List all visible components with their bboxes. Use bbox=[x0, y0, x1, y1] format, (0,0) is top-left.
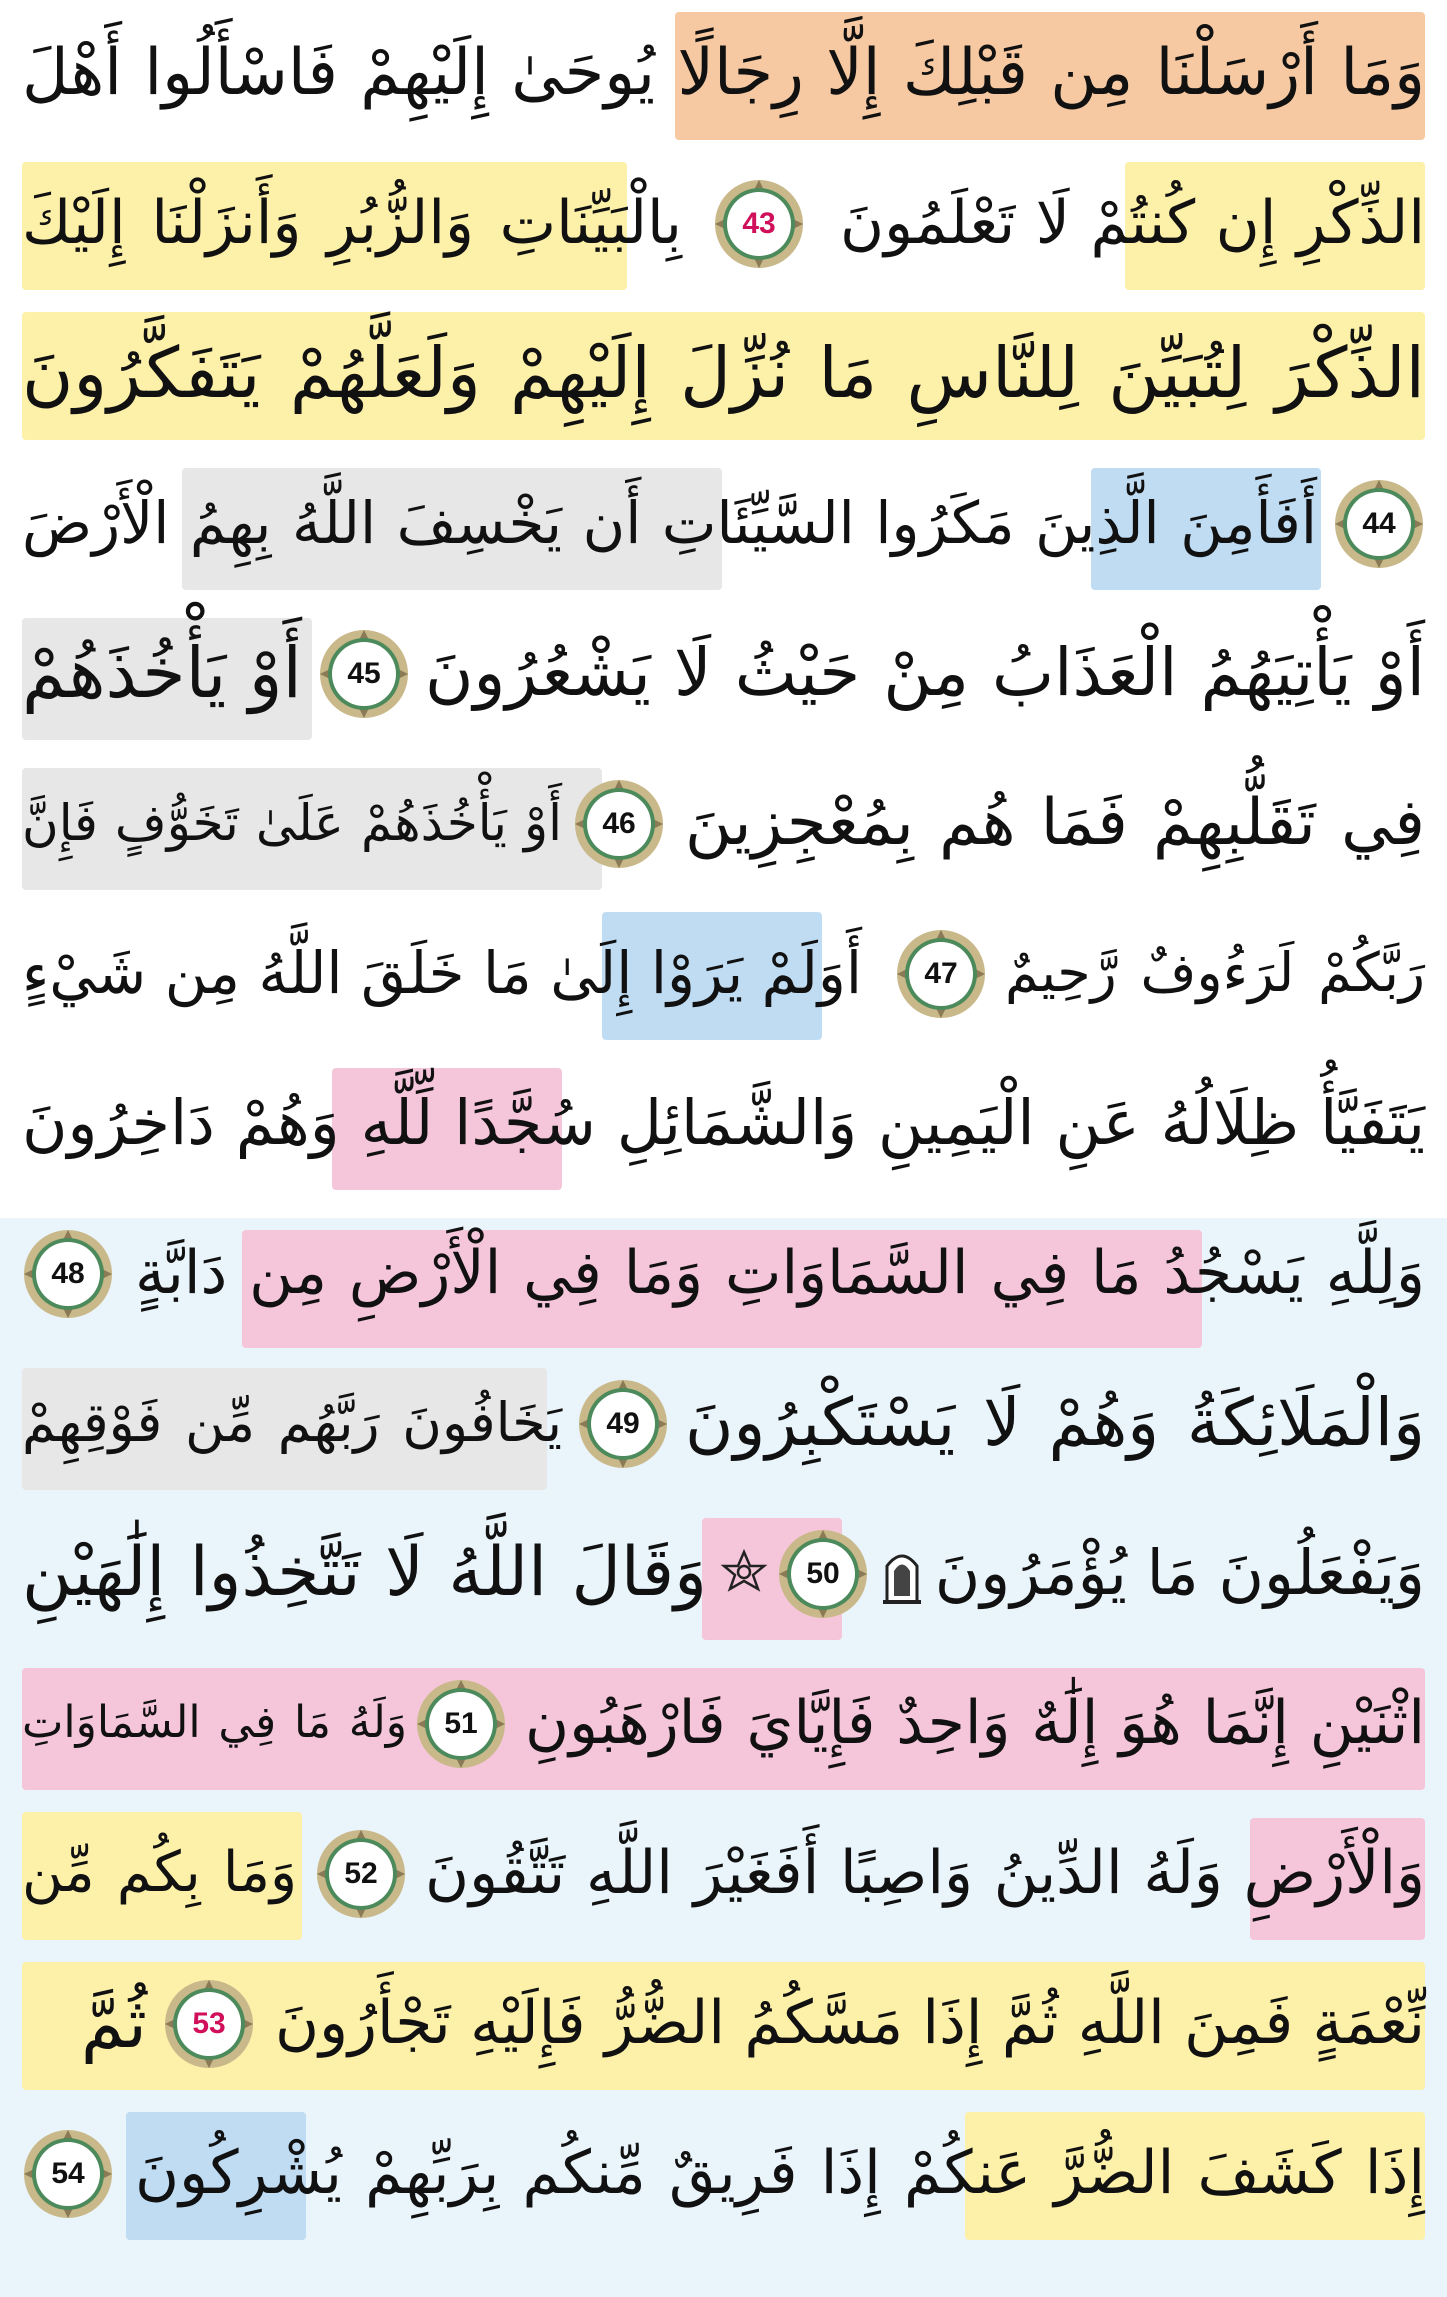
verse-text: وَمَا بِكُم مِّن bbox=[22, 1840, 297, 1905]
verse-text: ثُمَّ bbox=[80, 1982, 147, 2064]
ayah-number: 47 bbox=[924, 957, 958, 990]
ayah-number: 45 bbox=[347, 657, 381, 690]
ayah-number: 53 bbox=[192, 2007, 226, 2040]
ayah-marker-49 bbox=[577, 1378, 669, 1470]
verse-text: الذِّكْرِ إِن كُنتُمْ لَا تَعْلَمُونَ bbox=[840, 188, 1425, 258]
verse-text: وَالْأَرْضِ وَلَهُ الدِّينُ وَاصِبًا أَفَغَيْرَ اللَّهِ تَتَّقُونَ bbox=[425, 1838, 1425, 1908]
verse-text: أَوْ يَأْخُذَهُمْ عَلَىٰ تَخَوُّفٍ فَإِنَّ bbox=[22, 794, 562, 852]
verse-text: نِّعْمَةٍ فَمِنَ اللَّهِ ثُمَّ إِذَا مَسَّكُمُ الضُّرُّ فَإِلَيْهِ تَجْأَرُونَ bbox=[275, 1988, 1425, 2058]
quran-line bbox=[22, 0, 1425, 150]
verse-text: وَيَفْعَلُونَ مَا يُؤْمَرُونَ bbox=[934, 1536, 1425, 1609]
quran-line bbox=[22, 1200, 1425, 1350]
sajdah-icon bbox=[877, 1544, 927, 1604]
verse-text: إِذَا كَشَفَ الضُّرَّ عَنكُمْ إِذَا فَرِيقٌ مِّنكُم بِرَبِّهِمْ يُشْرِكُونَ bbox=[135, 2138, 1425, 2208]
ayah-marker-45 bbox=[318, 628, 410, 720]
ayah-number: 52 bbox=[344, 1857, 378, 1890]
ayah-number: 48 bbox=[51, 1257, 85, 1290]
verse-text: وَقَالَ اللَّهُ لَا تَتَّخِذُوا إِلَٰهَيْنِ bbox=[22, 1533, 707, 1612]
verse-text: أَوْ يَأْخُذَهُمْ bbox=[22, 632, 302, 714]
verse-text: وَلِلَّهِ يَسْجُدُ مَا فِي السَّمَاوَاتِ وَمَا فِي الْأَرْضِ مِن دَابَّةٍ bbox=[135, 1238, 1425, 1308]
ayah-marker-43 bbox=[713, 178, 805, 270]
quran-line bbox=[22, 1500, 1425, 1650]
verse-text: رَبَّكُمْ لَرَءُوفٌ رَّحِيمٌ bbox=[1005, 941, 1425, 1004]
verse-text: وَلَهُ مَا فِي السَّمَاوَاتِ bbox=[22, 1697, 407, 1748]
ayah-number: 51 bbox=[444, 1707, 478, 1740]
rub-el-hizb-icon bbox=[719, 1544, 769, 1604]
verse-text: وَالْمَلَائِكَةُ وَهُمْ لَا يَسْتَكْبِرُونَ bbox=[685, 1384, 1425, 1461]
quran-line bbox=[22, 300, 1425, 450]
ayah-marker-47 bbox=[895, 928, 987, 1020]
verse-text: يَخَافُونَ رَبَّهُم مِّن فَوْقِهِمْ bbox=[22, 1391, 562, 1454]
quran-line bbox=[22, 450, 1425, 600]
ayah-marker-52 bbox=[315, 1828, 407, 1920]
verse-text: يَتَفَيَّأُ ظِلَالُهُ عَنِ الْيَمِينِ وَالشَّمَائِلِ سُجَّدًا لِّلَّهِ وَهُمْ دَاخِرُونَ bbox=[22, 1086, 1425, 1159]
quran-line bbox=[22, 1950, 1425, 2100]
quran-line bbox=[22, 1350, 1425, 1500]
ayah-number: 50 bbox=[806, 1557, 840, 1590]
quran-line bbox=[22, 150, 1425, 300]
ayah-marker-54 bbox=[22, 2128, 114, 2220]
ayah-marker-51 bbox=[415, 1678, 507, 1770]
ayah-number: 54 bbox=[51, 2157, 85, 2190]
ayah-marker-53 bbox=[163, 1978, 255, 2070]
ayah-marker-48 bbox=[22, 1228, 114, 1320]
verse-text: بِالْبَيِّنَاتِ وَالزُّبُرِ وَأَنزَلْنَا إِلَيْكَ bbox=[22, 188, 682, 258]
quran-line bbox=[22, 900, 1425, 1050]
ayah-marker-50 bbox=[777, 1528, 869, 1620]
ayah-number: 44 bbox=[1362, 507, 1396, 540]
verse-text: أَوْ يَأْتِيَهُمُ الْعَذَابُ مِنْ حَيْثُ لَا يَشْعُرُونَ bbox=[425, 634, 1425, 711]
quran-line bbox=[22, 750, 1425, 900]
verse-text: اثْنَيْنِ إِنَّمَا هُوَ إِلَٰهٌ وَاحِدٌ فَإِيَّايَ فَارْهَبُونِ bbox=[525, 1688, 1425, 1758]
ayah-marker-46 bbox=[573, 778, 665, 870]
verse-text: وَمَا أَرْسَلْنَا مِن قَبْلِكَ إِلَّا رِجَالًا يُوحَىٰ إِلَيْهِمْ فَاسْأَلُوا أَهْلَ bbox=[22, 36, 1425, 110]
quran-line bbox=[22, 1050, 1425, 1200]
ayah-number: 49 bbox=[606, 1407, 640, 1440]
verse-text: الذِّكْرَ لِتُبَيِّنَ لِلنَّاسِ مَا نُزِّلَ إِلَيْهِمْ وَلَعَلَّهُمْ يَتَفَكَّرُونَ bbox=[22, 332, 1425, 414]
verse-text: أَوَلَمْ يَرَوْا إِلَىٰ مَا خَلَقَ اللَّهُ مِن شَيْءٍ bbox=[22, 939, 862, 1007]
quran-line bbox=[22, 1650, 1425, 1800]
quran-line bbox=[22, 1800, 1425, 1950]
verse-text: أَفَأَمِنَ الَّذِينَ مَكَرُوا السَّيِّئَاتِ أَن يَخْسِفَ اللَّهُ بِهِمُ الْأَرْضَ bbox=[22, 489, 1317, 557]
ayah-number: 46 bbox=[602, 807, 636, 840]
ayah-number: 43 bbox=[742, 207, 776, 240]
ayah-marker-44 bbox=[1333, 478, 1425, 570]
quran-line bbox=[22, 2100, 1425, 2250]
quran-line bbox=[22, 600, 1425, 750]
verse-text: فِي تَقَلُّبِهِمْ فَمَا هُم بِمُعْجِزِينَ bbox=[685, 786, 1425, 860]
